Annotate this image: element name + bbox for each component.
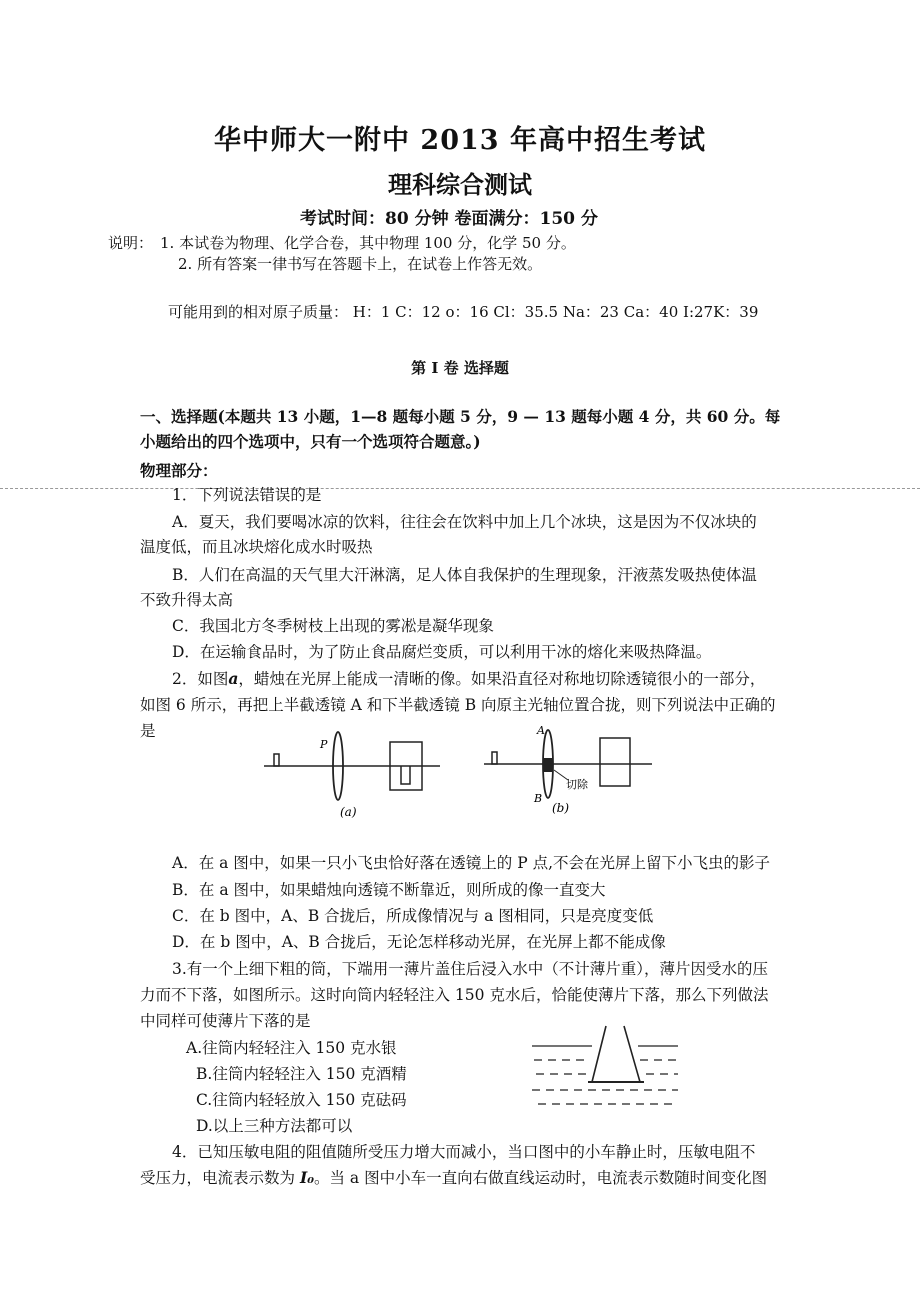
- q1-option-a-line2: 温度低，而且冰块熔化成水时吸热: [140, 538, 373, 556]
- q2-stem-pre: 2．如图: [172, 670, 229, 688]
- q1-option-c: C．我国北方冬季树枝上出现的雾凇是凝华现象: [172, 617, 494, 635]
- q3-option-b: B.往筒内轻轻注入 150 克酒精: [196, 1065, 407, 1083]
- q2-stem-line1: [172, 667, 765, 689]
- q3-stem-line2: 力而不下落，如图所示。这时向筒内轻轻注入 150 克水后，恰能使薄片下落，那么下列做法: [140, 986, 769, 1004]
- cut-label: 切除: [566, 778, 588, 791]
- q2-option-b: B．在 a 图中，如果蜡烛向透镜不断靠近，则所成的像一直变大: [172, 881, 606, 899]
- half-a-label: A: [537, 724, 545, 737]
- q4-stem-line1: 4．已知压敏电阻的阻值随所受压力增大而减小，当口图中的小车静止时，压敏电阻不: [172, 1143, 756, 1161]
- fold-line: [0, 488, 920, 489]
- image-a: [401, 766, 410, 784]
- q3-option-c: C.往筒内轻轻放入 150 克砝码: [196, 1091, 407, 1109]
- q1-option-d: D．在运输食品时，为了防止食品腐烂变质，可以利用干冰的熔化来吸热降温。: [172, 643, 712, 661]
- screen-b: [600, 738, 630, 786]
- q4-stem-pre: 受压力，电流表示数为: [140, 1169, 300, 1187]
- tube-walls: [592, 1026, 640, 1082]
- section-subheading: 物理部分：: [140, 461, 218, 480]
- cut-section: [543, 758, 553, 772]
- part-title: 第 Ⅰ 卷 选择题: [411, 359, 509, 377]
- q3-option-a: A.往筒内轻轻注入 150 克水银: [186, 1039, 397, 1057]
- q4-stem-post: 。当 a 图中小车一直向右做直线运动时，电流表示数随时间变化图: [313, 1169, 768, 1187]
- q1-option-b-line2: 不致升得太高: [140, 591, 234, 609]
- q2-stem-a: a: [228, 669, 239, 688]
- note-label: 说明：: [108, 234, 154, 252]
- exam-subtitle: 理科综合测试: [388, 170, 532, 199]
- point-p-label: P: [320, 738, 328, 751]
- exam-info: 考试时间：80 分钟 卷面满分：150 分: [300, 209, 598, 229]
- q3-stem-line1: 3.有一个上细下粗的筒，下端用一薄片盖住后浸入水中（不计薄片重），薄片因受水的压: [172, 960, 769, 978]
- half-b-label: B: [534, 792, 543, 805]
- q3-option-d: D.以上三种方法都可以: [196, 1117, 353, 1135]
- fig-b-label: (b): [552, 801, 570, 815]
- q2-option-c: C．在 b 图中，A、B 合拢后，所成像情况与 a 图相同，只是亮度变低: [172, 907, 654, 925]
- q4-current-symbol: I₀: [299, 1168, 314, 1187]
- q2-stem-line2: 如图 6 所示，再把上半截透镜 A 和下半截透镜 B 向原主光轴位置合拢，则下列说法中正确的: [140, 696, 776, 714]
- q1-option-b-line1: B．人们在高温的天气里大汗淋漓，足人体自我保护的生理现象，汗液蒸发吸热使体温: [172, 566, 757, 584]
- candle-b: [492, 752, 497, 764]
- fig-a-label: (a): [340, 805, 357, 819]
- q1-stem: 1．下列说法错误的是: [172, 486, 322, 504]
- section-heading: 一、选择题(本题共 13 小题，1—8 题每小题 5 分，9 — 13 题每小题 4 分，共 60 分。每小题给出的四个选项中，只有一个选项符合题意。): [140, 407, 781, 451]
- q2-figure-b: [482, 720, 667, 824]
- note-2: 2. 所有答案一律书写在答题卡上，在试卷上作答无效。: [178, 255, 543, 273]
- q1-option-a-line1: A．夏天，我们要喝冰凉的饮料，往往会在饮料中加上几个冰块，这是因为不仅冰块的: [172, 513, 757, 531]
- q2-option-d: D．在 b 图中，A、B 合拢后，无论怎样移动光屏，在光屏上都不能成像: [172, 933, 666, 951]
- q3-figure: [528, 1018, 688, 1122]
- atomic-masses: 可能用到的相对原子质量： H：1 C：12 o：16 Cl：35.5 Na：23 Ca：40 I:27K：39: [168, 303, 759, 321]
- q2-figure-a: [262, 724, 457, 824]
- candle-a: [274, 754, 279, 766]
- q4-stem-line2: [140, 1166, 767, 1188]
- note-1: 1. 本试卷为物理、化学合卷，其中物理 100 分，化学 50 分。: [160, 234, 576, 252]
- q2-stem-line3: 是: [140, 722, 156, 740]
- exam-title: 华中师大一附中 2013 年高中招生考试: [214, 125, 706, 156]
- q3-stem-line3: 中同样可使薄片下落的是: [140, 1012, 311, 1030]
- q2-stem-post: ，蜡烛在光屏上能成一清晰的像。如果沿直径对称地切除透镜很小的一部分，: [238, 670, 766, 688]
- q2-option-a: A．在 a 图中，如果一只小飞虫恰好落在透镜上的 P 点,不会在光屏上留下小飞虫的影子: [172, 854, 771, 872]
